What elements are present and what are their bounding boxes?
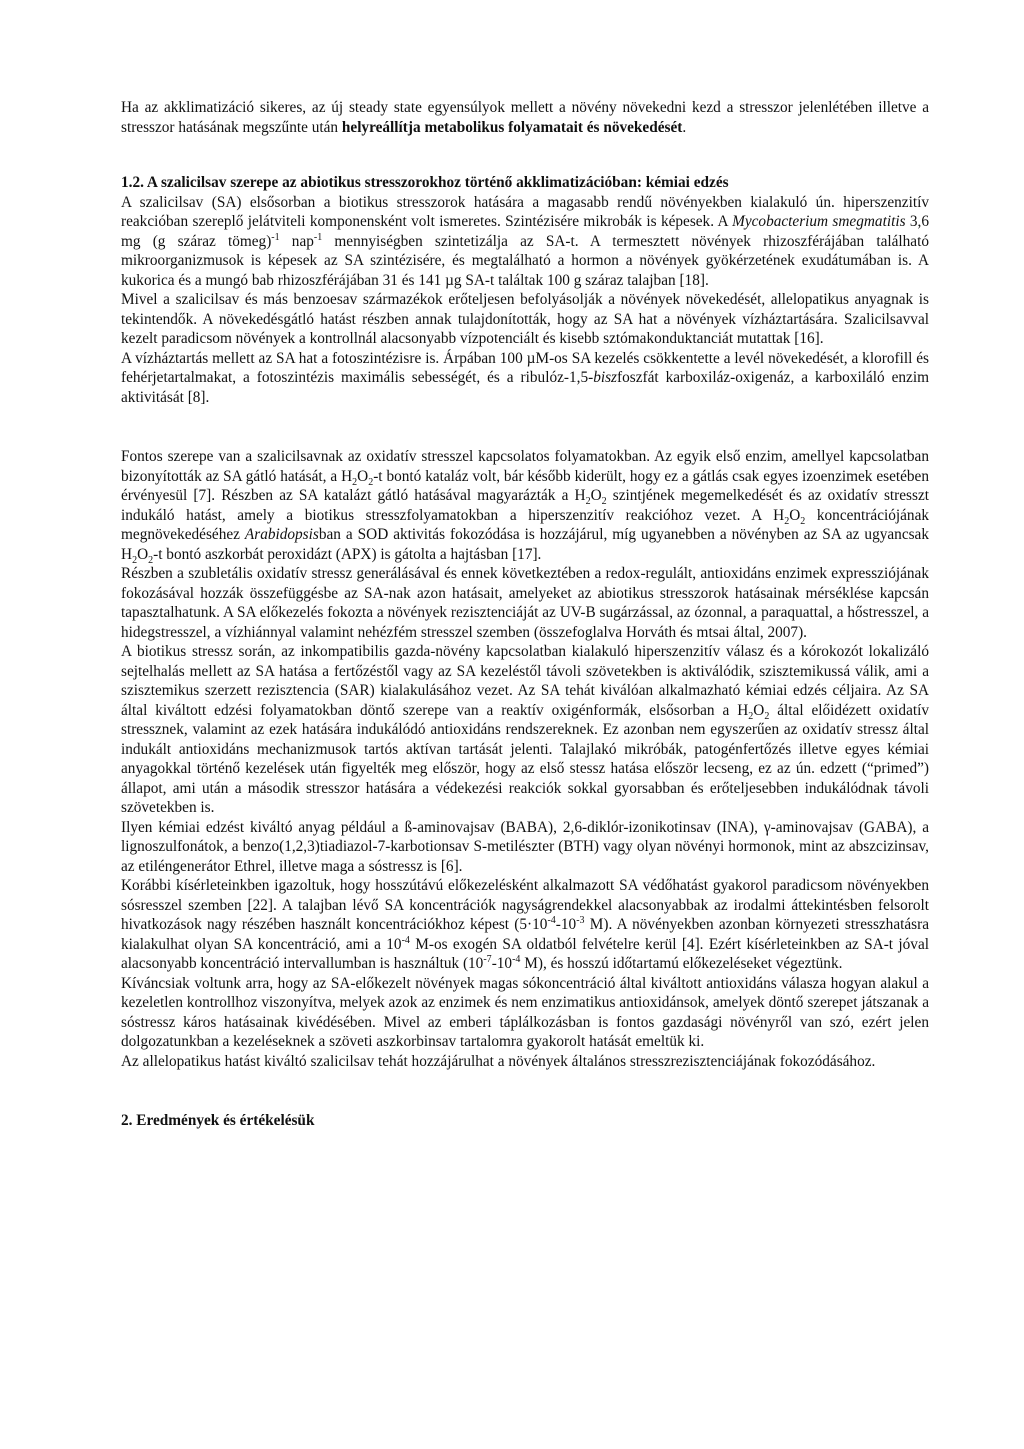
superscript: -4 (401, 934, 410, 946)
spacer (121, 407, 929, 447)
paragraph-conclusion: Az allelopatikus hatást kiváltó szalicilsav tehát hozzájárulhat a növények általános stresszrezisztenciájának fokozódásához. (121, 1052, 876, 1070)
species-name: Mycobacterium smegmatitis (732, 213, 906, 230)
text-run: -10 (555, 916, 577, 933)
superscript: -3 (576, 914, 585, 926)
text-run: M), és hosszú időtartamú előkezeléseket végeztünk. (520, 955, 843, 972)
text-run: mennyiségben szintetizálja az SA-t. A termesztett növények rhizoszférájában található mikroorganizmusok is képesek az SA szintézisére, és megtalálható a hormon a növények gyökérzetének exudátumában is. A kukorica és a mungó bab rhizoszférájában 31 és 141 µg SA-t találtak 100 g száraz talajban [18]. (121, 232, 929, 289)
paragraph-sublethal-stress: Részben a szubletális oxidatív stressz generálásával és ennek következtében a redox-regulált, antioxidáns enzimek expressziójának fokozásával hozzák összefüggésbe az SA-nak azon hatásait, amelyeket az abiotikus stresszorok hatásainak mérséklése kapcsán tapasztalhatunk. A SA előkezelés fokozta a növények rezisztenciáját az UV-B sugárzással, az ózonnal, a paraquattal, a hőstresszel, a hidegstresszel, a vízhiánnyal valamint nehézfém stresszel szemben (összefoglalva Horváth és mtsai által, 2007). (121, 565, 929, 641)
subscript: 2 (352, 476, 358, 488)
text-run: A biotikus stressz során, az inkompatibilis gazda-növény kapcsolatban kialakuló hiperszenzitív válasz és a kórokozót lokalizáló sejtelhalás mellett az SA hatása a fertőzéstől vagy az SA kezeléstől távoli szövetekben is aktiválódik, szisztemikussá válik, ami a szisztemikus szerzett rezisztencia (SAR) kialakulásához vezet. Az SA tehát kiválóan alkalmazható kémiai edzés céljaira. Az SA által kiváltott edzési folyamatokban döntő szerepe van a reaktív oxigénformák, elsősorban a H (121, 643, 929, 719)
text-run: -10 (491, 955, 513, 972)
text-run: O (753, 701, 765, 719)
text-run: Korábbi kísérleteinkben igazoltuk, hogy hosszútávú előkezelésként alkalmazott SA védőhatást gyakorol paradicsom növényekben sósresszel szemben [22]. A talajban lévő SA koncentrációk nagyságrendekkel alacsonyabbak az irodalmi áttekintésben felsorolt hivatkozások nagy részében használt koncentrációkhoz képest (5·10 (121, 877, 929, 933)
paragraph-research-question: Kíváncsiak voltunk arra, hogy az SA-előkezelt növények magas sókoncentráció által kiváltott antioxidáns válasza hogyan alakul a kezeletlen kontrollhoz viszonyítva, melyek azok az enzimek és nem enzimatikus antioxidánsok, amelyek döntő szerepet játszanak a sóstressz káros hatásainak kivédésében. Mivel az emberi táplálkozásban is fontos gazdasági növényről van szó, ezért jelen dolgozatunkban a kezeléseknek a szöveti aszkorbinsav tartalomra gyakorolt hatását emeltük ki. (121, 974, 929, 1050)
subscript: 2 (148, 554, 154, 566)
text-run: M-os exogén SA oldatból felvételre kerül [4]. Ezért kísérleteinkben az SA-t jóval alacsonyabb koncentráció intervallumban is használtuk (10 (121, 935, 929, 972)
text-run: 3,6 mg (g száraz tömeg) (121, 213, 930, 250)
superscript: -4 (547, 914, 556, 926)
text-run: M). A növényekben azonban környezeti stresszhatásra kialakulhat olyan SA koncentráció, ami a 10 (121, 916, 930, 953)
text-run: A szalicilsav (SA) elsősorban a biotikus stresszorok hatására a magasabb rendű növényekben kialakuló ún. hiperszenzitív reakcióban szereplő jelátviteli komponensként volt ismeretes. Szintézisére mikrobák is képesek. A (121, 193, 929, 230)
subscript: 2 (784, 515, 790, 527)
spacer (121, 1071, 929, 1111)
text-run: ban a SOD aktivitás fokozódása is hozzájárul, míg ugyanebben a növényben az SA az ugyancsak H (121, 526, 929, 563)
subscript: 2 (601, 496, 607, 508)
subscript: 2 (368, 476, 374, 488)
paragraph-previous-experiments (121, 876, 929, 974)
section-heading-1-2: 1.2. A szalicilsav szerepe az abiotikus stresszorokhoz történő akklimatizációban: kémiai edzés (121, 174, 729, 191)
paragraph-oxidative-stress (121, 447, 929, 564)
species-name: Arabidopsis (244, 526, 319, 543)
text-run: szintjének megemelkedését és az oxidatív stresszt indukáló hatást, amely a biotikus stresszfolyamatokban a hiperszenzitív reakcióhoz vezet. A H (121, 487, 929, 524)
text-run: O (357, 467, 369, 485)
subscript: 2 (764, 710, 770, 722)
superscript: -1 (271, 231, 280, 243)
paragraph-hardening-agents: Ilyen kémiai edzést kiváltó anyag például a ß-aminovajsav (BABA), 2,6-diklór-izonikotinsav (INA), γ-aminovajsav (GABA), a lignoszulfonátok, a benzo(1,2,3)tiadiazol-7-karbotionsav S-metilészter (BTH) vagy olyan növényi hormonok, mint az abszcizinsav, az etiléngenerátor Ethrel, illetve maga a sóstressz is [6]. (121, 818, 929, 875)
text-run: Fontos szerepe van a szalicilsavnak az oxidatív stresszel kapcsolatos folyamatokban. Az egyik első enzim, amellyel kapcsolatban bizonyították az SA gátló hatását, a H (121, 448, 929, 485)
paragraph-sa-intro (121, 193, 929, 291)
italic-text: bisz (593, 369, 618, 386)
intro-paragraph (121, 98, 929, 137)
text-run: -t bontó kataláz volt, bár később kiderült, hogy ez a gátlás csak egyes izoenzimek esetében érvényesül [7]. Részben az SA katalázt gátló hatásával magyarázták a H (121, 467, 930, 504)
intro-text: Ha az akklimatizáció sikeres, az új steady state egyensúlyok mellett a növény növekedni kezd a stresszor jelenlétében illetve a stresszor hatásának megszűnte után (121, 99, 929, 136)
text-run: A vízháztartás mellett az SA hat a fotoszintézisre is. Árpában 100 µM-os SA kezelés csökkentette a levél növekedését, a klorofill és fehérjetartalmakat, a fotoszintézis maximális sebességét, és a ribulóz-1,5- (121, 349, 929, 386)
superscript: -7 (483, 953, 492, 965)
section-heading-2: 2. Eredmények és értékelésük (121, 1112, 315, 1129)
subscript: 2 (748, 710, 754, 722)
document-page (121, 98, 929, 1131)
spacer (121, 137, 929, 173)
subscript: 2 (585, 496, 591, 508)
paragraph-allelopathy: Mivel a szalicilsav és más benzoesav származékok erőteljesen befolyásolják a növények növekedését, allelopatikus anyagnak is tekintendők. A növekedésgátló hatást részben annak tulajdonították, hogy az SA hat a növények vízháztartására. Szalicilsavval kezelt paradicsom növények a kontrollnál alacsonyabb vízpotenciált és kisebb sztómakonduktanciát mutattak [16]. (121, 291, 929, 347)
intro-bold-text: helyreállítja metabolikus folyamatait és növekedését (341, 118, 683, 136)
text-run: O (789, 506, 801, 524)
text-run: által előidézett oxidatív stressznek, valamint az ezek hatására indukálódó antioxidáns rendszereknek. Ez azonban nem egyszerűen az oxidatív stressz által indukált antioxidáns mechanizmusok tartós aktívan tartását jelenti. Talajlakó mikróbák, patogénfertőzés illetve egyes kémiai anyagokkal történő kezelések után figyelték meg először, hogy az első stessz hatása először lecseng, ez az ún. edzett (“primed”) állapot, ami után a második stresszor hatására a védekezési reakciók sokkal gyorsabban és erőteljesebben indukálódnak távoli szövetekben is. (121, 701, 930, 816)
superscript: -1 (313, 231, 323, 243)
text-run: O (137, 545, 149, 563)
text-run: koncentrációjának megnövekedéséhez (121, 506, 930, 543)
text-run: foszfát karboxiláz-oxigenáz, a karboxiláló enzim aktivitását [8]. (121, 369, 929, 406)
superscript: -4 (512, 953, 521, 965)
text-run: -t bontó aszkorbát peroxidázt (APX) is gátolta a hajtásban [17]. (153, 545, 542, 563)
text-run: O (590, 487, 602, 504)
subscript: 2 (800, 515, 806, 527)
subscript: 2 (132, 554, 138, 566)
intro-period: . (682, 118, 687, 136)
paragraph-biotic-stress (121, 642, 929, 818)
text-run: nap (279, 232, 314, 250)
paragraph-photosynthesis (121, 349, 929, 408)
